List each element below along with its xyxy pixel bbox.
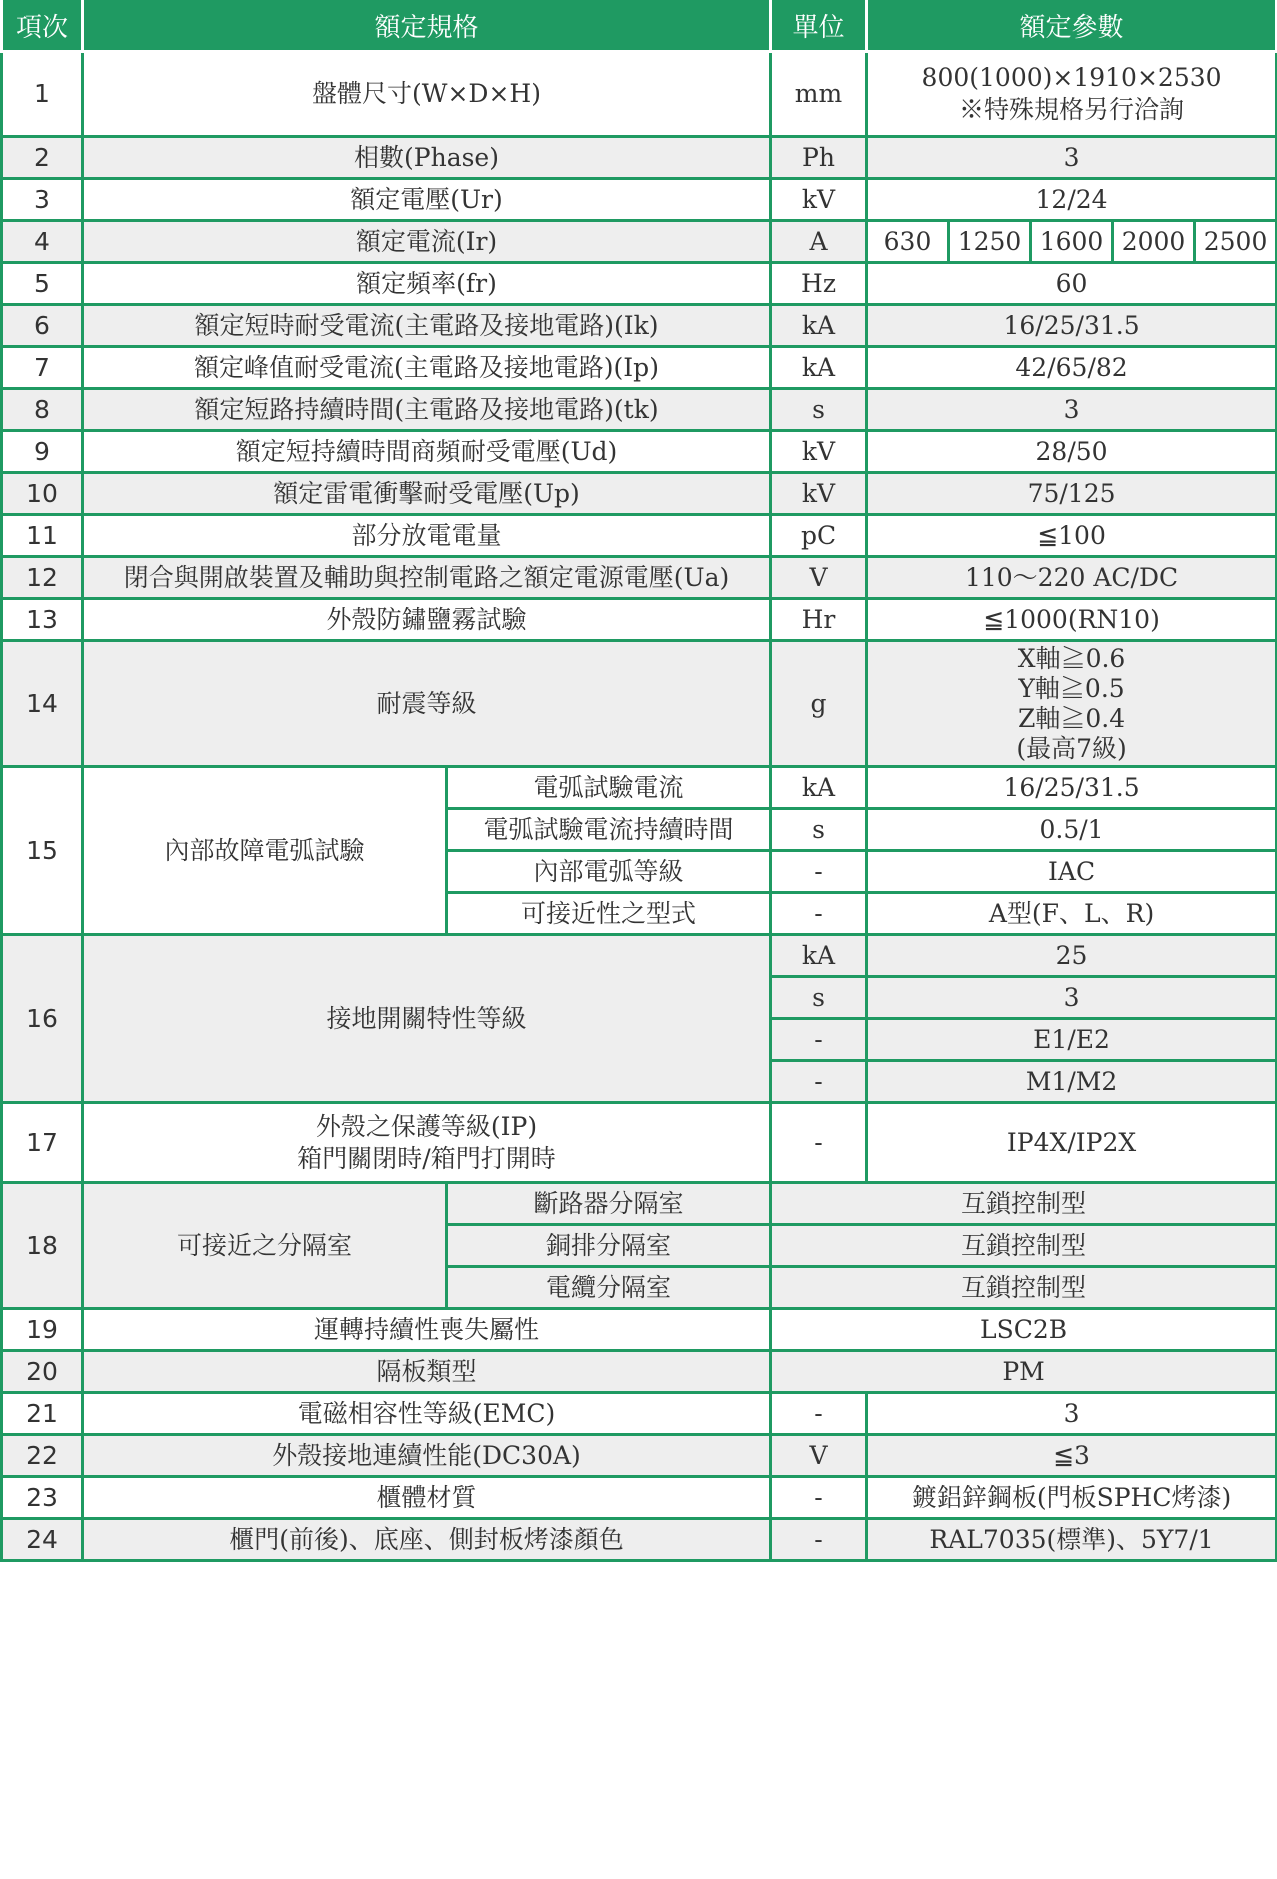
table-row [2,1103,1277,1183]
table-row [2,389,1277,431]
row-value: PM [771,1351,1277,1393]
row-number: 3 [2,179,83,221]
current-value: 1250 [949,221,1031,263]
row-value: IP4X/IP2X [867,1103,1277,1183]
row-value: 16/25/31.5 [867,767,1277,809]
row-number: 20 [2,1351,83,1393]
row-unit: g [771,641,867,767]
row-value: M1/M2 [867,1061,1277,1103]
row-unit: V [771,557,867,599]
row-spec: 外殼防鏽鹽霧試驗 [83,599,771,641]
row-number: 8 [2,389,83,431]
table-row [2,347,1277,389]
current-value: 1600 [1031,221,1113,263]
row-spec [83,1103,771,1183]
sub-spec: 電纜分隔室 [447,1267,771,1309]
row-unit: - [771,1477,867,1519]
sub-spec: 內部電弧等級 [447,851,771,893]
row-unit: kA [771,767,867,809]
table-row [2,1183,1277,1225]
row-spec: 耐震等級 [83,641,771,767]
table-row [2,179,1277,221]
row-spec: 閉合與開啟裝置及輔助與控制電路之額定電源電壓(Ua) [83,557,771,599]
value-line: X軸≧0.6 [1017,643,1126,673]
row-value: 28/50 [867,431,1277,473]
row-unit: mm [771,52,867,137]
row-spec: 內部故障電弧試驗 [83,767,447,935]
table-row [2,1393,1277,1435]
header-value: 額定參數 [867,0,1277,52]
row-spec: 額定短路持續時間(主電路及接地電路)(tk) [83,389,771,431]
table-row [2,557,1277,599]
row-value: 3 [867,137,1277,179]
row-unit: s [771,977,867,1019]
table-row [2,515,1277,557]
table-row [2,1309,1277,1351]
row-number: 18 [2,1183,83,1309]
row-value: 12/24 [867,179,1277,221]
spec-line: 箱門關閉時/箱門打開時 [297,1143,556,1173]
row-value: 互鎖控制型 [771,1183,1277,1225]
row-value: IAC [867,851,1277,893]
row-value: 42/65/82 [867,347,1277,389]
row-unit: kV [771,473,867,515]
row-value: E1/E2 [867,1019,1277,1061]
row-spec: 相數(Phase) [83,137,771,179]
row-unit: kA [771,347,867,389]
value-line: 800(1000)×1910×2530 [921,63,1222,92]
row-value: 3 [867,1393,1277,1435]
row-value: 60 [867,263,1277,305]
row-unit: s [771,389,867,431]
row-unit: V [771,1435,867,1477]
row-number: 14 [2,641,83,767]
table-row [2,473,1277,515]
row-number: 6 [2,305,83,347]
table-row [2,641,1277,767]
row-spec: 運轉持續性喪失屬性 [83,1309,771,1351]
row-unit: kV [771,179,867,221]
current-value: 2500 [1195,221,1277,263]
header-unit: 單位 [771,0,867,52]
row-number: 2 [2,137,83,179]
row-number: 10 [2,473,83,515]
sub-spec: 電弧試驗電流持續時間 [447,809,771,851]
row-value: 鍍鋁鋅鋼板(門板SPHC烤漆) [867,1477,1277,1519]
row-number: 15 [2,767,83,935]
table-row [2,305,1277,347]
header-item: 項次 [2,0,83,52]
spec-line: 外殼之保護等級(IP) [315,1111,538,1141]
row-unit: kV [771,431,867,473]
table-header [2,0,1277,52]
row-number: 22 [2,1435,83,1477]
row-number: 9 [2,431,83,473]
row-number: 24 [2,1519,83,1561]
row-spec: 接地開關特性等級 [83,935,771,1103]
row-value: 110～220 AC/DC [867,557,1277,599]
row-unit: - [771,1019,867,1061]
table-row [2,767,1277,809]
row-number: 17 [2,1103,83,1183]
row-number: 13 [2,599,83,641]
row-number: 21 [2,1393,83,1435]
table-row [2,263,1277,305]
row-unit: kA [771,935,867,977]
row-unit: A [771,221,867,263]
row-value: ≦1000(RN10) [867,599,1277,641]
table-row [2,52,1277,137]
table-row [2,599,1277,641]
row-number: 16 [2,935,83,1103]
row-unit: Hr [771,599,867,641]
table-row [2,1519,1277,1561]
row-unit: s [771,809,867,851]
current-value: 2000 [1113,221,1195,263]
row-value: ≦100 [867,515,1277,557]
row-spec: 額定頻率(fr) [83,263,771,305]
row-unit: - [771,1519,867,1561]
row-unit: - [771,1103,867,1183]
row-spec: 隔板類型 [83,1351,771,1393]
row-unit: - [771,1393,867,1435]
row-number: 7 [2,347,83,389]
row-value: LSC2B [771,1309,1277,1351]
current-value: 630 [867,221,949,263]
row-number: 19 [2,1309,83,1351]
row-unit: Ph [771,137,867,179]
row-number: 11 [2,515,83,557]
row-spec: 盤體尺寸(W×D×H) [83,52,771,137]
value-line: Y軸≧0.5 [1018,673,1125,703]
row-value: 3 [867,389,1277,431]
row-number: 4 [2,221,83,263]
row-value: 互鎖控制型 [771,1225,1277,1267]
row-unit: pC [771,515,867,557]
row-value: 0.5/1 [867,809,1277,851]
row-value: 16/25/31.5 [867,305,1277,347]
table-row [2,221,1277,263]
row-unit: - [771,893,867,935]
table-row [2,935,1277,977]
table-row [2,1435,1277,1477]
row-spec: 櫃體材質 [83,1477,771,1519]
row-spec: 額定雷電衝擊耐受電壓(Up) [83,473,771,515]
row-value: RAL7035(標準)、5Y7/1 [867,1519,1277,1561]
table-row [2,137,1277,179]
row-unit: Hz [771,263,867,305]
row-spec: 外殼接地連續性能(DC30A) [83,1435,771,1477]
row-value [867,52,1277,137]
row-value: 75/125 [867,473,1277,515]
row-spec: 部分放電電量 [83,515,771,557]
table-row [2,1477,1277,1519]
row-spec: 電磁相容性等級(EMC) [83,1393,771,1435]
row-number: 5 [2,263,83,305]
table-row [2,431,1277,473]
value-line: Z軸≧0.4 [1017,703,1126,733]
row-value [867,641,1277,767]
row-number: 12 [2,557,83,599]
row-spec: 可接近之分隔室 [83,1183,447,1309]
table-row [2,1351,1277,1393]
row-value: A型(F、L、R) [867,893,1277,935]
sub-spec: 電弧試驗電流 [447,767,771,809]
value-line: ※特殊規格另行洽詢 [959,95,1185,124]
row-spec: 額定電流(Ir) [83,221,771,263]
row-number: 23 [2,1477,83,1519]
row-value: 互鎖控制型 [771,1267,1277,1309]
row-unit: - [771,1061,867,1103]
header-spec: 額定規格 [83,0,771,52]
row-spec: 額定短持續時間商頻耐受電壓(Ud) [83,431,771,473]
sub-spec: 斷路器分隔室 [447,1183,771,1225]
row-unit: kA [771,305,867,347]
row-spec: 額定短時耐受電流(主電路及接地電路)(Ik) [83,305,771,347]
row-number: 1 [2,52,83,137]
row-unit: - [771,851,867,893]
row-value: 25 [867,935,1277,977]
value-line: (最高7級) [1016,733,1127,763]
row-value: 3 [867,977,1277,1019]
sub-spec: 可接近性之型式 [447,893,771,935]
row-spec: 櫃門(前後)、底座、側封板烤漆顏色 [83,1519,771,1561]
row-spec: 額定峰值耐受電流(主電路及接地電路)(Ip) [83,347,771,389]
sub-spec: 銅排分隔室 [447,1225,771,1267]
row-spec: 額定電壓(Ur) [83,179,771,221]
row-value: ≦3 [867,1435,1277,1477]
